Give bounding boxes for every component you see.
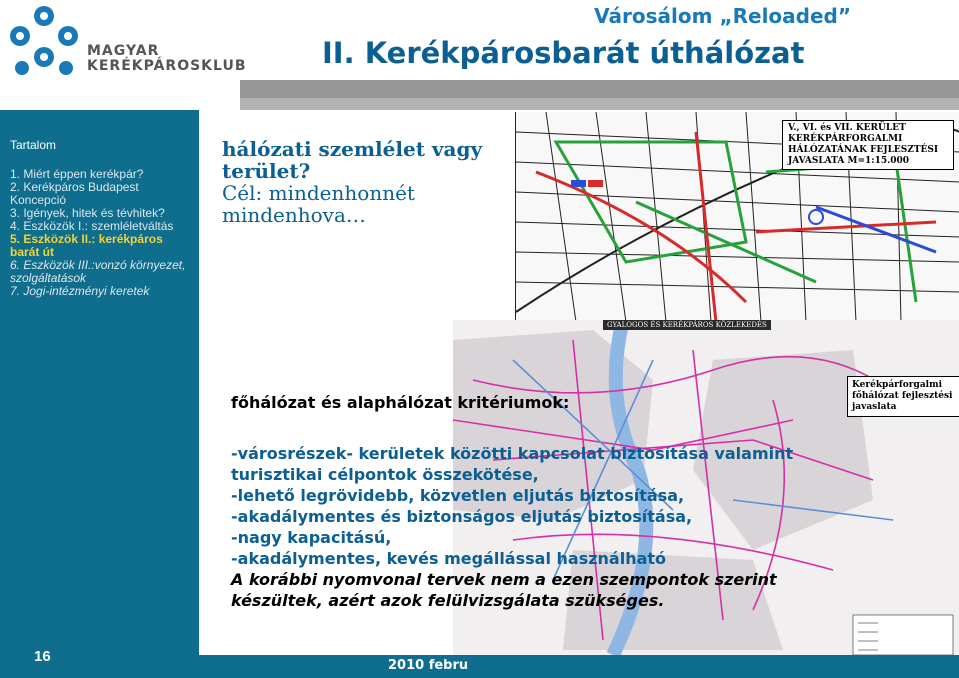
header-divider-bar-light [240,98,959,110]
review-note-line-1: A korábbi nyomvonal tervek nem a ezen szempontok szerint [231,570,777,589]
sidebar-title: Tartalom [10,138,57,152]
sidebar-contents-list [10,168,190,298]
criteria-item-3: -akadálymentes és biztonságos eljutás biztosítása, [231,507,693,526]
page-number: 16 [34,648,51,665]
criteria-item-2: -lehető legrövidebb, közvetlen eljutás biztosítása, [231,486,685,505]
sidebar-item-3[interactable]: 3. Igények, hitek és tévhitek? [10,206,165,220]
criteria-item-5: -akadálymentes, kevés megállással használható [231,549,667,568]
footer-date: 2010 febru [388,658,469,673]
sidebar-item-1[interactable]: 1. Miért éppen kerékpár? [10,167,144,181]
review-note-line-2: készültek, azért azok felülvizsgálata szükséges. [231,591,665,610]
criteria-item-1b: turisztikai célpontok összekötése, [231,465,539,484]
club-name [87,44,247,74]
sidebar [0,110,199,678]
sidebar-item-6[interactable]: 6. Eszközök III.:vonzó környezet, szolgáltatások [10,258,186,285]
network-question [222,138,512,226]
criteria-heading: főhálózat és alaphálózat kritériumok: [231,393,570,412]
footer-strip [199,655,959,678]
criteria-item-1: -városrészek- kerületek közötti kapcsolat biztosítása valamint [231,444,794,463]
club-name-line1: MAGYAR [87,43,160,59]
city-map-title: Kerékpárforgalmi főhálózat fejlesztési javaslata [847,376,959,417]
district-network-map [515,112,959,322]
sidebar-item-2[interactable]: 2. Kerékpáros Budapest Koncepció [10,180,139,207]
criteria-item-4: -nagy kapacitású, [231,528,392,547]
question-line-1: hálózati szemlélet vagy terület? [222,137,483,183]
slide-title: II. Kerékpárosbarát úthálózat [322,36,805,70]
slide-header [0,0,959,80]
sidebar-item-7[interactable]: 7. Jogi-intézményi keretek [10,284,150,298]
sidebar-item-5-active[interactable]: 5. Eszközök II.: kerékpáros barát út [10,232,163,259]
question-line-2: Cél: mindenhonnét mindenhova… [222,181,415,227]
criteria-list [231,443,871,611]
sidebar-item-4[interactable]: 4. Eszközök I.: szemléletváltás [10,219,174,233]
city-map-header: GYALOGOS ÉS KERÉKPÁROS KÖZLEKEDÉS [603,320,771,330]
district-map-title: V., VI. és VII. KERÜLET KERÉKPÁRFORGALMI HÁLÓZATÁNAK FEJLESZTÉSI JAVASLATA M=1:15.000 [782,120,954,170]
event-title: Városálom „Reloaded” [594,4,851,28]
club-name-line2: KERÉKPÁROSKLUB [87,58,247,74]
